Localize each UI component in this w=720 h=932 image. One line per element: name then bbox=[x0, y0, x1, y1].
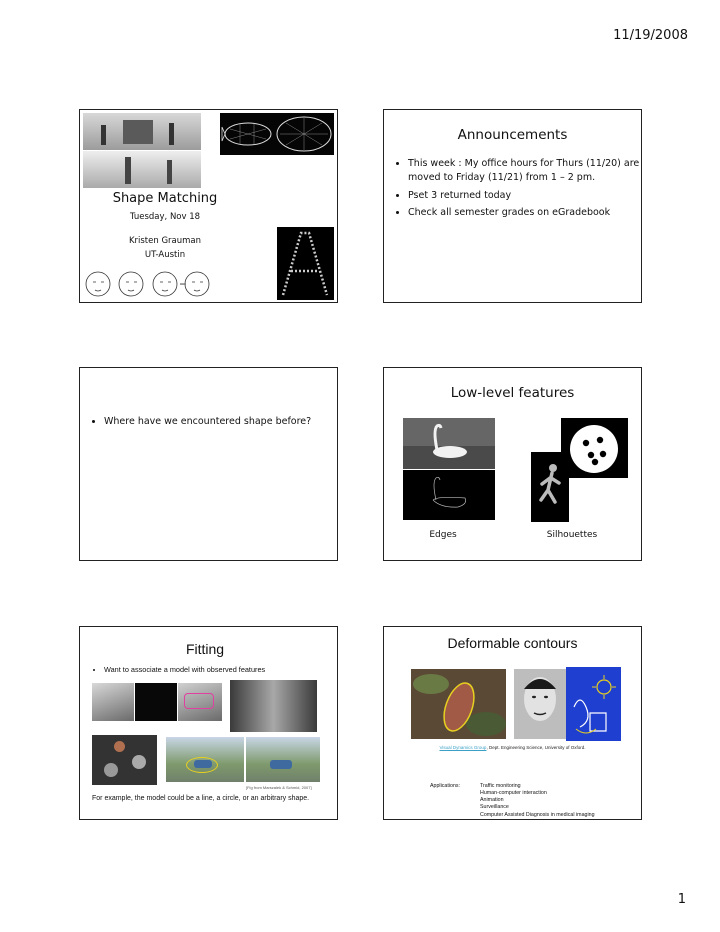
caption-silhouettes: Silhouettes bbox=[546, 530, 598, 540]
application-item: Computer Assisted Diagnosis in medical imaging bbox=[480, 811, 595, 818]
slide-low-level-features bbox=[383, 367, 642, 561]
slide-fitting bbox=[79, 626, 338, 820]
question-item: • Where have we encountered shape before? bbox=[104, 415, 338, 429]
circle-dots-silhouette bbox=[561, 418, 628, 478]
application-item: Animation bbox=[480, 797, 504, 804]
slide-title: Deformable contours bbox=[447, 635, 578, 651]
fish-shapes-image bbox=[220, 113, 334, 155]
swan-photo bbox=[403, 418, 495, 469]
question-list bbox=[90, 415, 338, 433]
author-affiliation: UT-Austin bbox=[144, 250, 186, 260]
stapler-edges-image bbox=[135, 683, 177, 721]
announcement-item: • This week : My office hours for Thurs (11/20) are moved to Friday (11/21) from 1 – 2 pm. bbox=[408, 157, 642, 185]
stapler-fit-image bbox=[178, 683, 222, 721]
announcement-item: • Pset 3 returned today bbox=[408, 189, 642, 203]
slide-announcements bbox=[383, 109, 642, 303]
swan-edges-image bbox=[403, 470, 495, 520]
fitting-item: • Want to associate a model with observed features bbox=[104, 665, 338, 674]
figure-credit: [Fig from Marszalek & Schmid, 2007] bbox=[246, 785, 312, 790]
runner-silhouette bbox=[531, 452, 569, 522]
slide-date: Tuesday, Nov 18 bbox=[129, 212, 201, 222]
hallway-photo bbox=[230, 680, 317, 732]
blue-contour-image bbox=[566, 667, 621, 741]
application-item: Surveillance bbox=[480, 804, 509, 811]
street-photo-top bbox=[83, 113, 201, 150]
announcement-list bbox=[394, 157, 642, 224]
applications-label: Applications: bbox=[430, 783, 461, 789]
letter-a-contour-image bbox=[277, 227, 334, 300]
slide-title: Shape Matching bbox=[112, 191, 218, 206]
street-photo-bottom bbox=[83, 151, 201, 188]
page-date: 11/19/2008 bbox=[613, 28, 688, 43]
fitting-list bbox=[90, 665, 338, 674]
car-photo bbox=[246, 737, 320, 782]
slide-title: Low-level features bbox=[450, 385, 575, 401]
author-name: Kristen Grauman bbox=[128, 236, 202, 246]
slide-title: Fitting bbox=[185, 641, 225, 657]
visual-dynamics-group-link[interactable]: Visual Dynamics Group bbox=[439, 745, 487, 750]
leaf-contour-photo bbox=[411, 669, 506, 739]
slide-shape-question bbox=[79, 367, 338, 561]
slide-shape-matching bbox=[79, 109, 338, 303]
application-item: Traffic monitoring bbox=[480, 783, 521, 789]
slide-deformable-contours bbox=[383, 626, 642, 820]
page-number: 1 bbox=[677, 892, 686, 907]
coins-photo bbox=[92, 735, 157, 785]
announcement-item: • Check all semester grades on eGradebook bbox=[408, 206, 642, 220]
slide-title: Announcements bbox=[457, 127, 568, 143]
face-sketches-image bbox=[83, 268, 211, 300]
car-fit-photo bbox=[166, 737, 244, 782]
fitting-caption: For example, the model could be a line, a circle, or an arbitrary shape. bbox=[92, 795, 310, 802]
source-credit: Visual Dynamics Group, Dept. Engineering Science, University of Oxford. bbox=[439, 745, 586, 750]
face-photo bbox=[514, 669, 566, 739]
applications-list bbox=[480, 783, 630, 819]
application-item: Human-computer interaction bbox=[480, 790, 547, 797]
caption-edges: Edges bbox=[429, 530, 457, 540]
stapler-photo bbox=[92, 683, 134, 721]
